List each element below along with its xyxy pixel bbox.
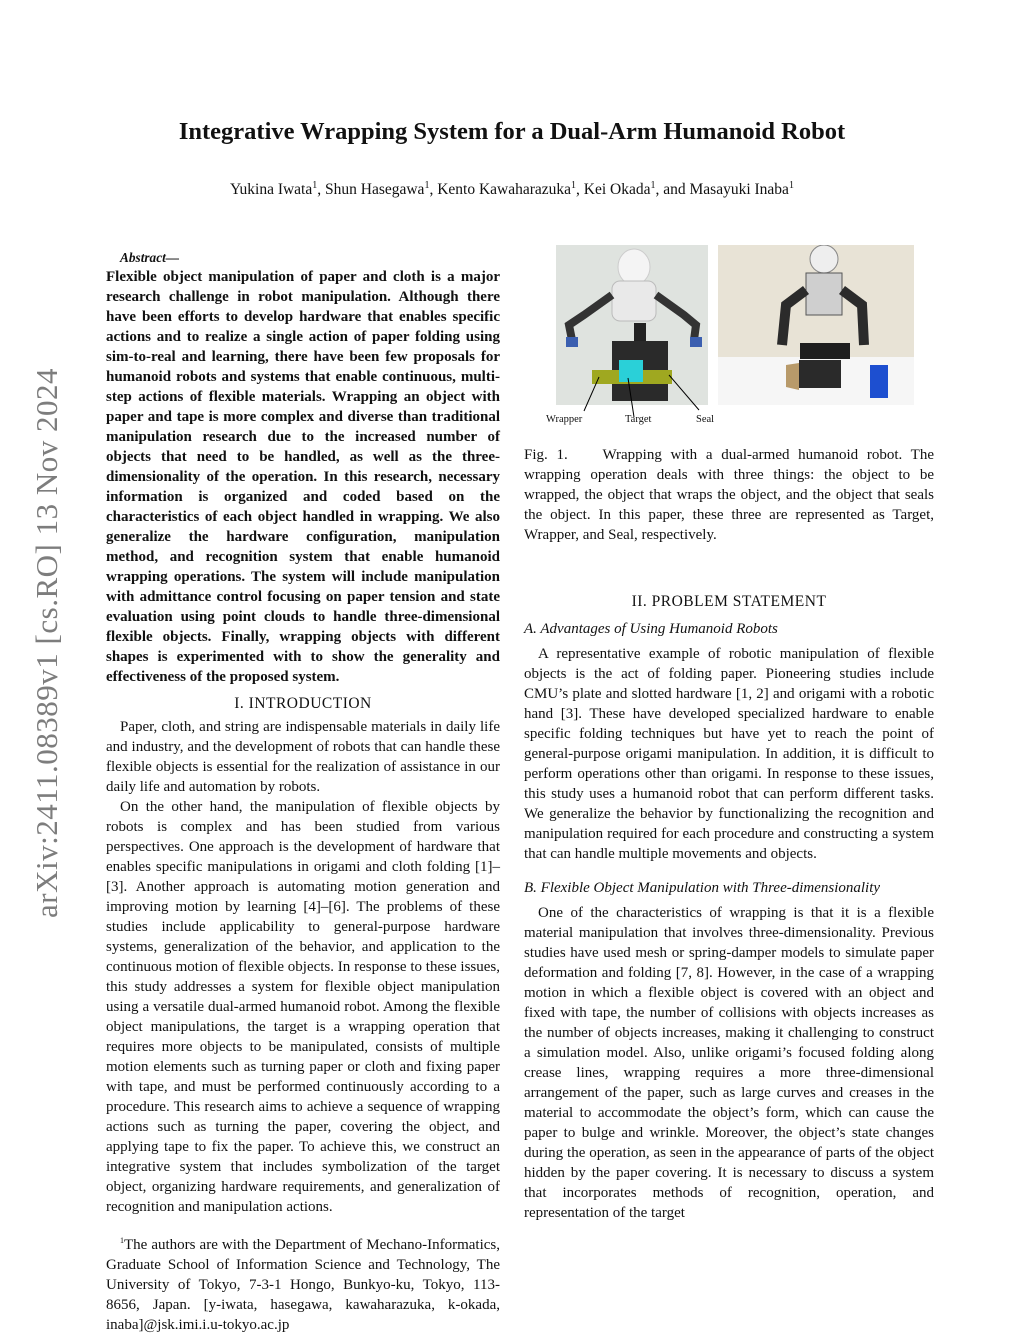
abstract-label: Abstract— (120, 250, 180, 265)
section-heading-introduction: I. INTRODUCTION (234, 694, 372, 712)
separator: , (429, 181, 438, 199)
paragraph: A representative example of robotic manipulation of flexible objects is the act of folding paper. Pioneering studies include CMU’s plate and slotted hardware [1, 2] and origami with a robotic hand [3]. These have developed specialized hardware to enable specific folding techniques but have yet to reach the point of general-purpose origami manipulation. In addition, it is difficult to perform operations other than origami. In response to these issues, this study uses a humanoid robot that can perform different tasks. We generalize the behavior by functionalizing the recognition and manipulation required for each procedure and constructing a system that can handle multiple movements and objects. (524, 646, 934, 862)
footnote-mark: 1 (120, 1235, 124, 1245)
separator: , (317, 181, 325, 199)
author: Masayuki Inaba (689, 181, 789, 199)
subsection-heading-a: A. Advantages of Using Humanoid Robots (524, 621, 778, 637)
arxiv-identifier: arXiv:2411.08389v1 [cs.RO] 13 Nov 2024 (29, 368, 64, 918)
affiliation-mark: 1 (788, 180, 794, 191)
abstract-text: Flexible object manipulation of paper and cloth is a major research challenge in robot manipulation. Although there have been efforts to develop hardware that enables specific actions and to realize a single action of paper folding using sim-to-real and learning, there have been few proposals for humanoid robots and systems that enable continuous, multi-step actions of flexible materials. Wrapping an object with paper and tape is more complex and diverse than traditional manipulation research due to the increased number of objects that need to be handled, as well as the three-dimensionality of the operation. In this research, necessary information is organized and coded based on the characteristics of each object handled in wrapping. We also generalize the hardware configuration, manipulation method, and recognition system that enable humanoid wrapping operations. The system will include manipulation with admittance control focusing on paper tension and state evaluation using point clouds to handle three-dimensional flexible objects. Finally, wrapping objects with different shapes is experimented with to show the generality and effectiveness of the proposed system. (106, 268, 500, 685)
abstract (106, 250, 500, 687)
section-heading-problem-statement: II. PROBLEM STATEMENT (631, 593, 827, 610)
affiliation-mark: 1 (650, 180, 656, 191)
author: Yukina Iwata (230, 181, 313, 199)
figure-label-target: Target (625, 414, 652, 425)
author: Kento Kawaharazuka (437, 181, 572, 199)
paper-title: Integrative Wrapping System for a Dual-Arm Humanoid Robot (178, 118, 846, 145)
author: Kei Okada (583, 181, 651, 199)
simulation-render (556, 245, 708, 417)
paragraph: Paper, cloth, and string are indispensable materials in daily life and industry, and the development of robots that can handle these flexible objects is essential for the realization of assistance in our daily life and automation by robots. (106, 718, 500, 795)
footnote (106, 1231, 500, 1335)
paragraph: One of the characteristics of wrapping is that it is a flexible material manipulation that involves three-dimensionality. Previous studies have used mesh or spring-damper models to simulate paper deformation and folding [7, 8]. However, in the case of a wrapping motion in which a flexible object is covered with an object and fixed with tape, the number of collisions with objects increases as the number of objects increases, making it challenging to construct a simulation model. Also, unlike origami’s focused folding along crease lines, wrapping requires a more three-dimensional arrangement of the paper, such as large curves and creases in the material to accommodate the object’s form, which can cause the paper to bulge and wrinkle. Moreover, the object’s state changes during the operation, as seen in the appearance of parts of the object hidden by the paper covering. It is necessary to discuss a system that incorporates methods of recognition, operation, and representation of the target (524, 905, 934, 1221)
figure-label-wrapper: Wrapper (546, 414, 583, 425)
caption-label: Fig. 1. (524, 447, 568, 463)
figure-label-seal: Seal (696, 414, 715, 425)
author: Shun Hasegawa (325, 181, 425, 199)
affiliation-mark: 1 (312, 180, 318, 191)
robot-figure-image (524, 245, 934, 435)
figure-1 (524, 245, 934, 435)
separator: , (576, 181, 584, 199)
separator: , and (655, 181, 690, 199)
figure-caption (524, 445, 934, 545)
caption-text: Wrapping with a dual-armed humanoid robot. The wrapping operation deals with three things: the object to be wrapped, the object that wraps the object, and the object that seals the object. In this paper, these three are represented as Target, Wrapper, and Seal, respectively. (524, 447, 934, 543)
paragraph: On the other hand, the manipulation of flexible objects by robots is complex and has been studied from various perspectives. One approach is the development of hardware that enables specific manipulations in origami and cloth folding [1]–[3]. Another approach is automating motion generation and improving motion by learning [4]–[6]. The problems of these studies include applicability to general-purpose hardware systems, generalization of the behavior, and application to the continuous motion of flexible objects. In response to these issues, this study addresses a system for flexible object manipulation using a versatile dual-armed humanoid robot. Among the flexible object manipulations, the target is a wrapping operation that requires more objects to be manipulated, consists of multiple motion elements such as turning paper or cloth and fixing paper with tape, and must be performed continuously according to a procedure. This research aims to achieve a sequence of wrapping actions such as turning the paper, covering the object, and applying tape to fix the paper. To achieve this, we construct an integrative system that includes symbolization of the target object, organizing hardware requirements, and generalization of recognition and manipulation actions. (106, 798, 500, 1215)
affiliation-mark: 1 (571, 180, 577, 191)
affiliation-mark: 1 (424, 180, 430, 191)
right-column (524, 245, 934, 1223)
footnote-body: The authors are with the Department of Mechano-Informatics, Graduate School of Information Science and Technology, The University of Tokyo, 7-3-1 Hongo, Bunkyo-ku, Tokyo, 113-8656, Japan. [y-iwata, hasegawa, kawaharazuka, k-okada, inaba]@jsk.imi.i.u-tokyo.ac.jp (106, 1236, 500, 1333)
real-robot-photo (718, 245, 914, 405)
subsection-heading-b: B. Flexible Object Manipulation with Three-dimensionality (524, 880, 881, 896)
left-column (106, 250, 500, 1335)
footnote-text (106, 1231, 500, 1335)
author-list (0, 180, 1024, 199)
